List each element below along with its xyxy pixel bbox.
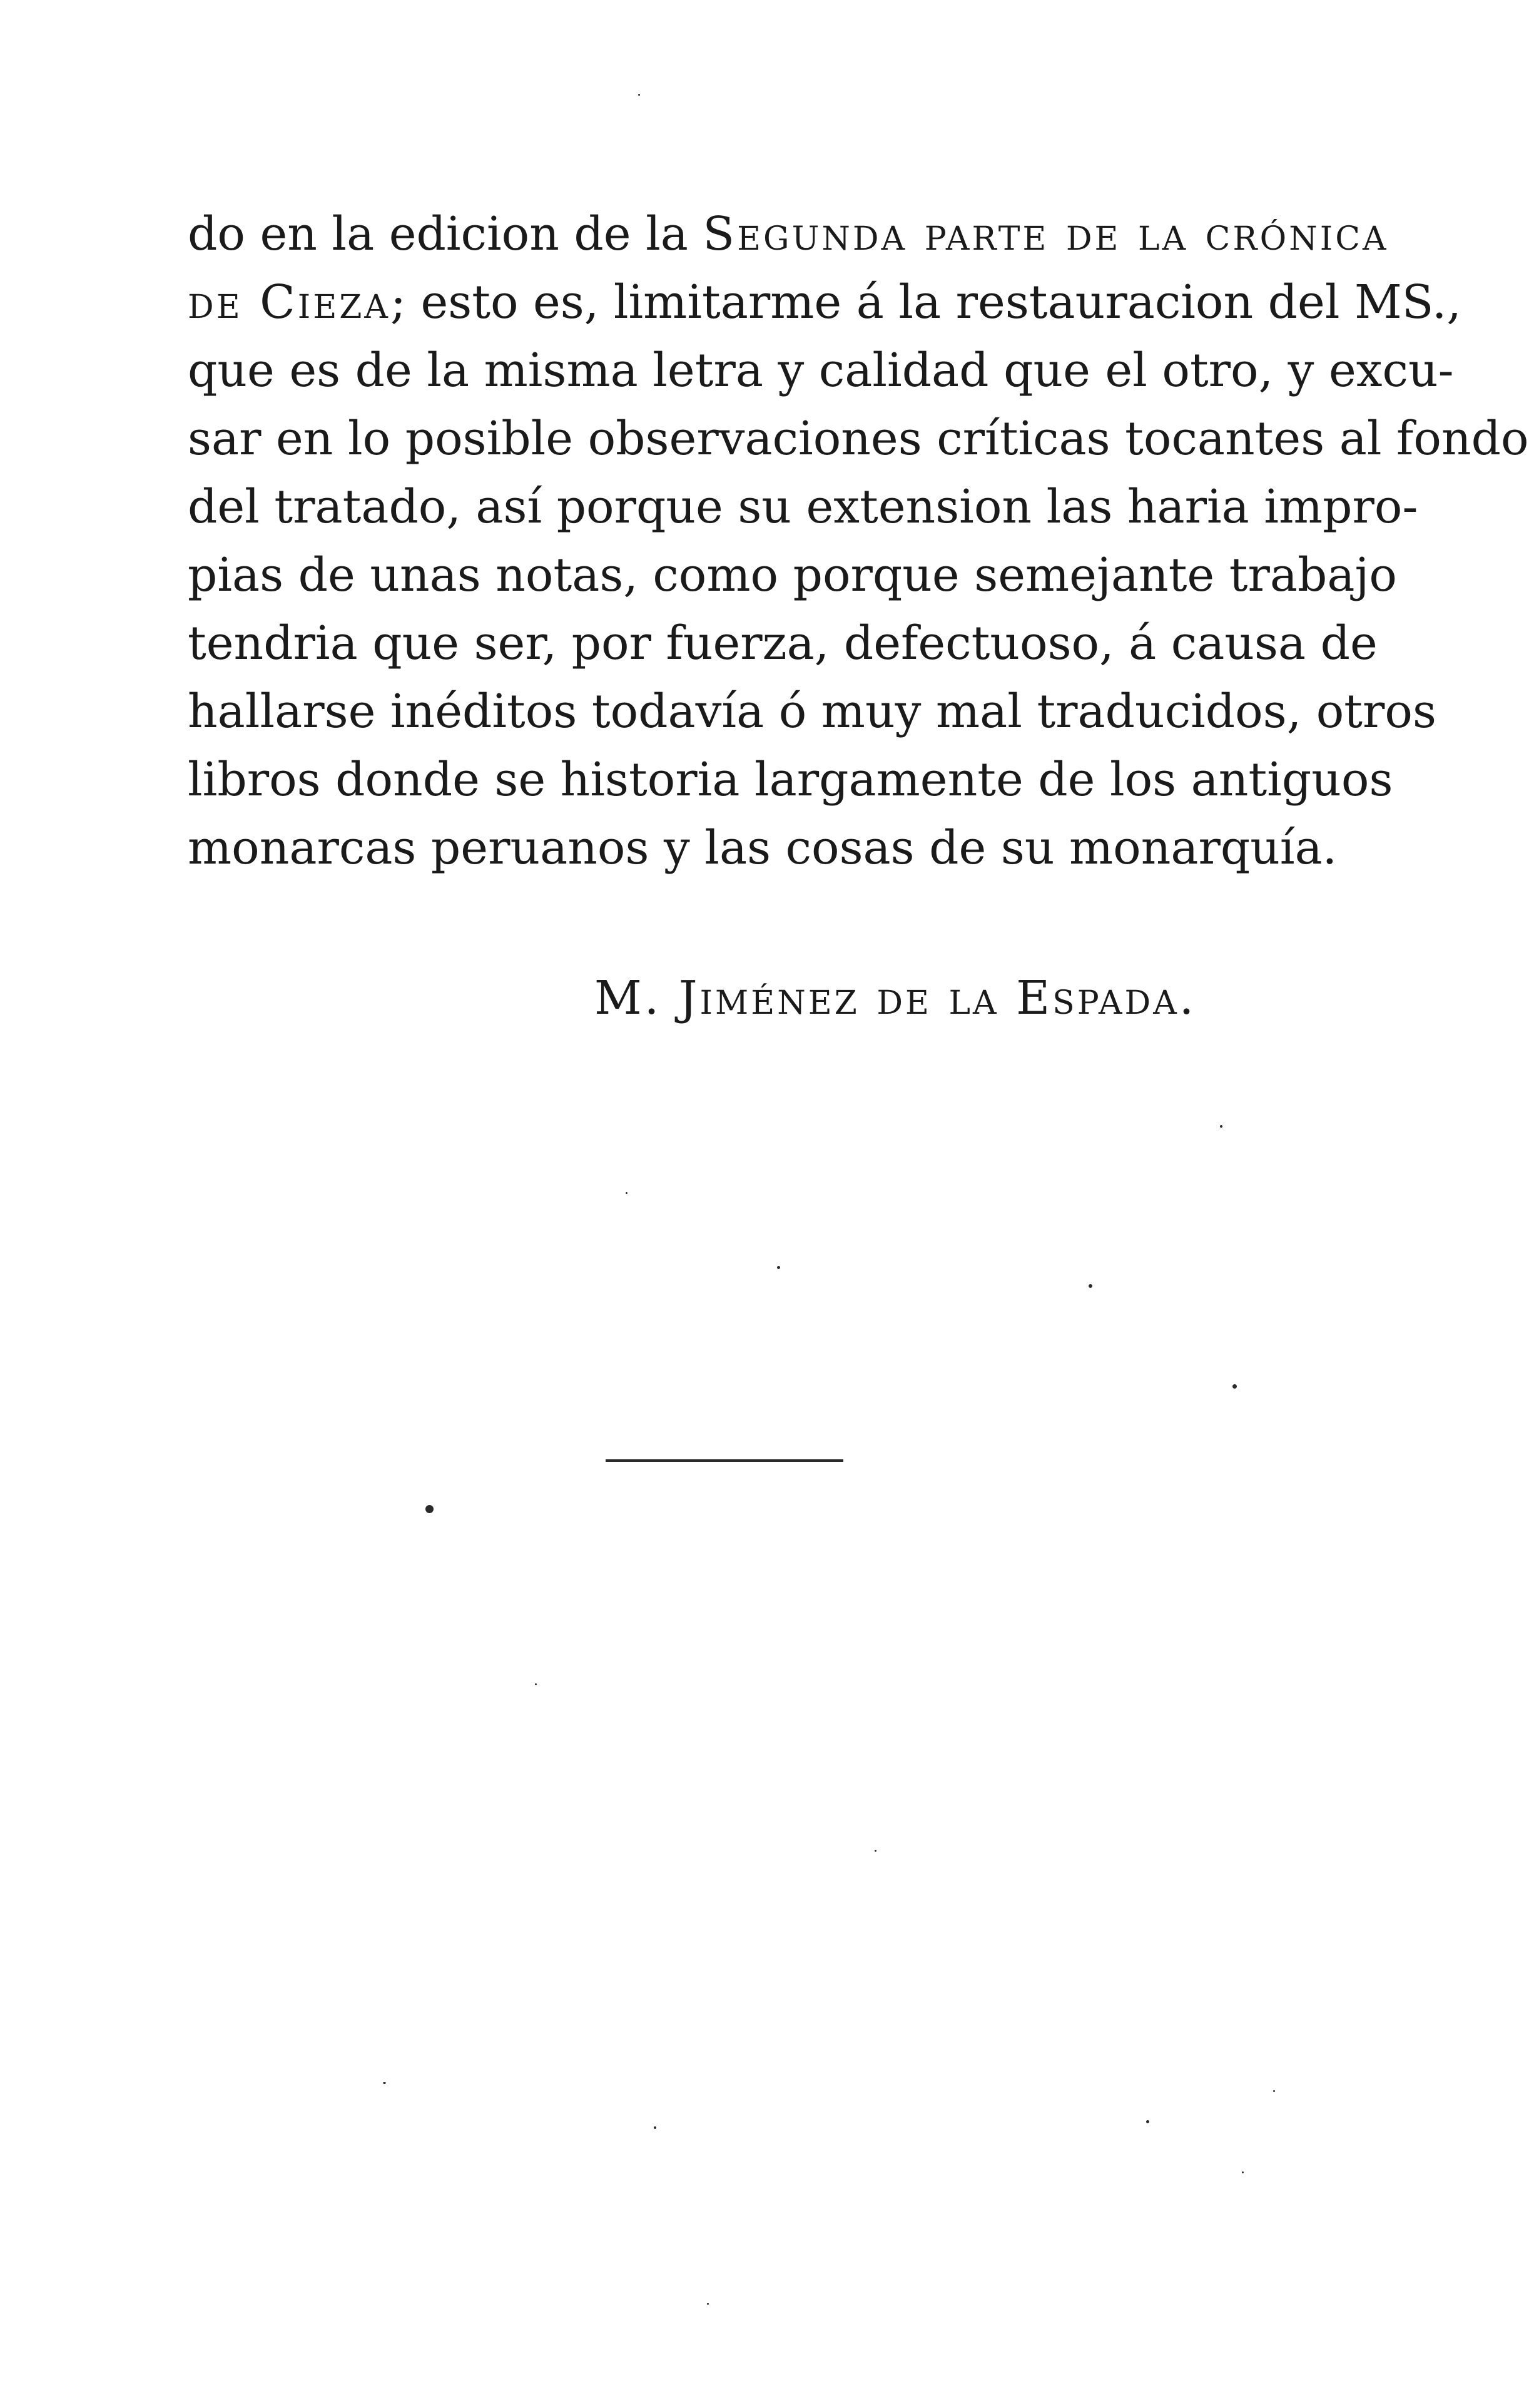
ink-speck (1232, 1384, 1237, 1389)
ink-speck (875, 1850, 876, 1852)
text-line: hallarse inéditos todavía ó muy mal traducidos, otros (188, 685, 1436, 738)
text-line: sar en lo posible observaciones críticas tocantes al fondo (188, 412, 1529, 466)
ink-speck (707, 2303, 709, 2305)
text-line: pias de unas notas, como porque semejante trabajo (188, 548, 1397, 602)
text-line: de Cieza; esto es, limitarme á la restauracion del MS., (188, 275, 1461, 329)
section-divider (606, 1459, 843, 1462)
text-line: tendria que ser, por fuerza, defectuoso, á causa de (188, 616, 1378, 670)
text-line: monarcas peruanos y las cosas de su monarquía. (188, 821, 1338, 875)
ink-speck (1146, 2120, 1149, 2123)
ink-speck (1242, 2171, 1244, 2173)
author-signature: M. Jiménez de la Espada. (594, 971, 1197, 1025)
ink-speck (535, 1683, 537, 1685)
ink-speck (425, 1505, 434, 1513)
ink-speck (1220, 1125, 1222, 1128)
ink-speck (654, 2126, 656, 2129)
ink-speck (383, 2082, 386, 2084)
text-line: do en la edicion de la Segunda parte de la crónica (188, 207, 1389, 261)
ink-speck (777, 1266, 780, 1269)
text-line: libros donde se historia largamente de los antiguos (188, 753, 1393, 807)
text-line: del tratado, así porque su extension las haria impro- (188, 480, 1418, 534)
ink-speck (1273, 2090, 1275, 2092)
text-line: que es de la misma letra y calidad que el otro, y excu- (188, 344, 1454, 397)
body-paragraph (188, 200, 1529, 882)
ink-speck (626, 1192, 627, 1194)
ink-speck (638, 94, 640, 96)
ink-speck (1089, 1284, 1092, 1288)
